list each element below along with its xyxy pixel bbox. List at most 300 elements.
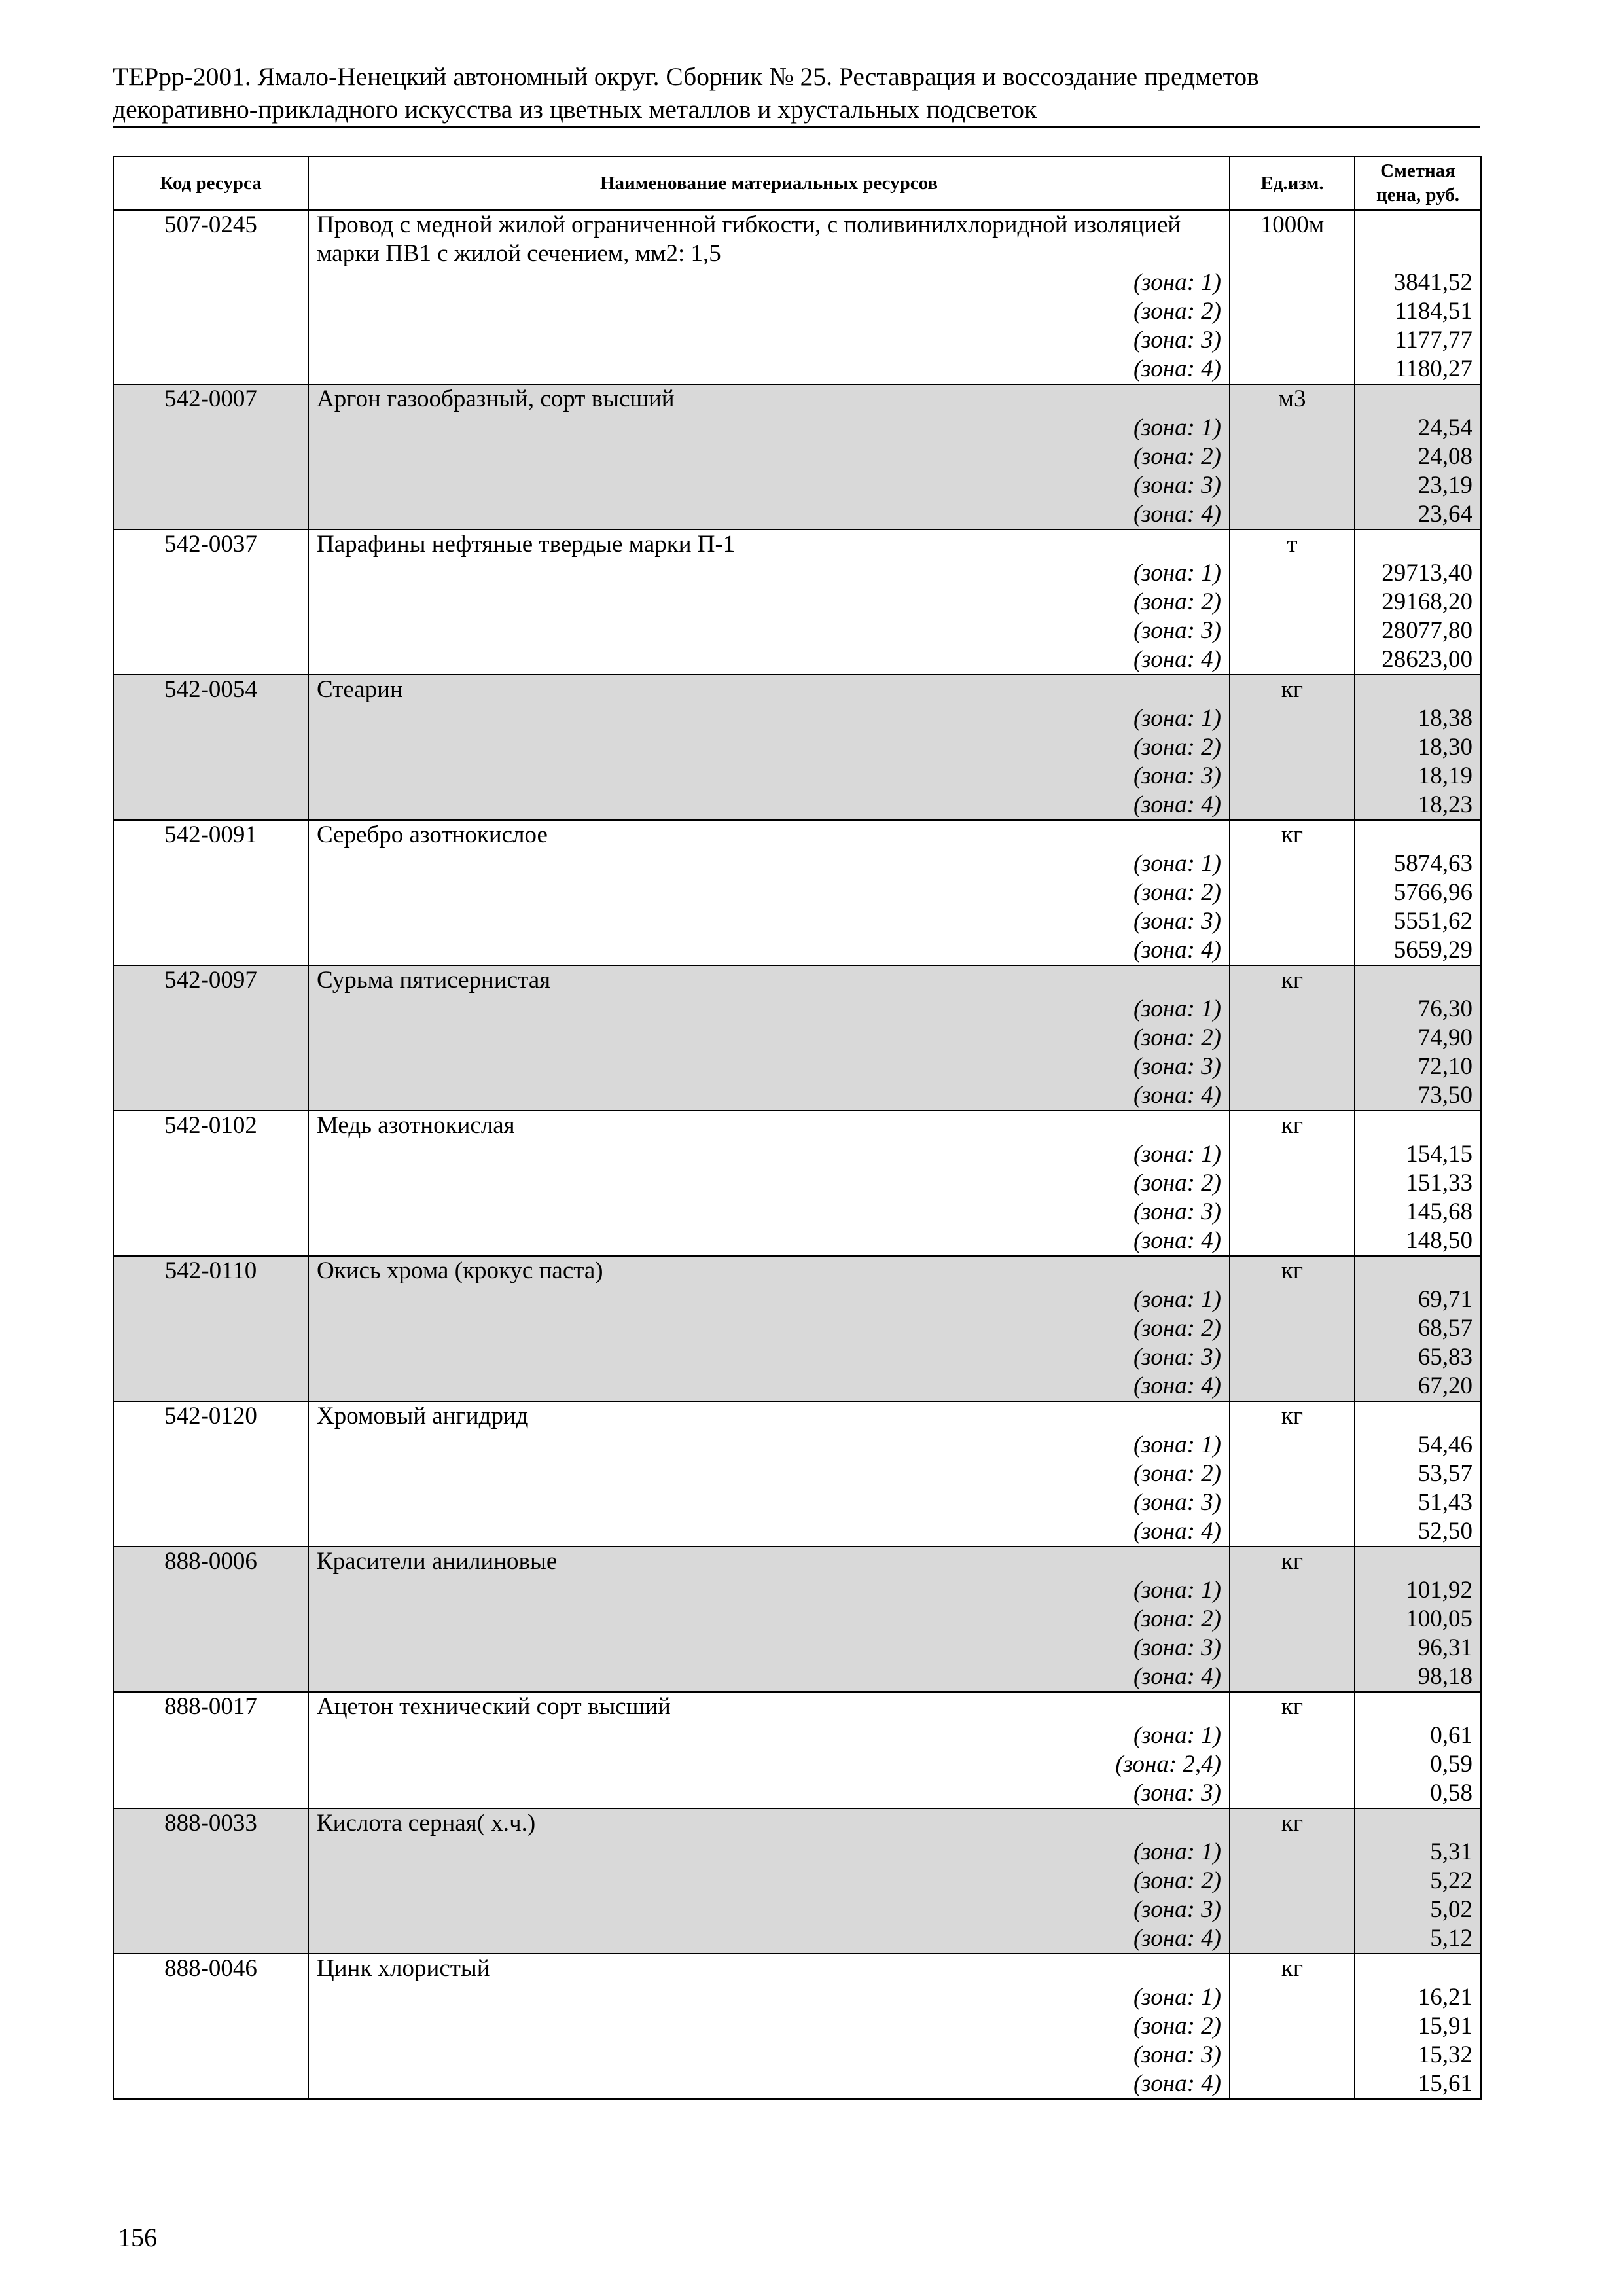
empty-cell	[113, 1634, 308, 1662]
resource-code: 542-0097	[113, 965, 308, 995]
empty-cell	[113, 1198, 308, 1227]
zone-row	[113, 471, 1481, 500]
zone-price: 67,20	[1355, 1372, 1481, 1401]
zone-price: 96,31	[1355, 1634, 1481, 1662]
resource-code: 542-0110	[113, 1256, 308, 1285]
empty-cell	[1230, 471, 1355, 500]
zone-label: (зона: 1)	[308, 1285, 1230, 1314]
zone-price: 0,61	[1355, 1721, 1481, 1750]
resource-name: Парафины нефтяные твердые марки П-1	[308, 529, 1230, 559]
empty-cell	[113, 268, 308, 297]
zone-label: (зона: 3)	[308, 326, 1230, 355]
table-row	[113, 1256, 1481, 1285]
empty-cell	[1230, 1198, 1355, 1227]
zone-price: 68,57	[1355, 1314, 1481, 1343]
zone-label: (зона: 3)	[308, 2041, 1230, 2070]
column-header-name: Наименование материальных ресурсов	[308, 156, 1230, 210]
empty-cell	[1230, 414, 1355, 442]
zone-price: 154,15	[1355, 1140, 1481, 1169]
empty-cell	[113, 1024, 308, 1052]
table-row	[113, 675, 1481, 704]
resource-unit: кг	[1230, 1111, 1355, 1140]
zone-row	[113, 617, 1481, 645]
zone-row	[113, 995, 1481, 1024]
zone-row	[113, 1431, 1481, 1460]
zone-row	[113, 1983, 1481, 2012]
zone-label: (зона: 3)	[308, 1634, 1230, 1662]
empty-cell	[113, 878, 308, 907]
zone-row	[113, 850, 1481, 878]
resource-price-empty	[1355, 1256, 1481, 1285]
zone-label: (зона: 4)	[308, 1662, 1230, 1692]
resource-name: Окись хрома (крокус паста)	[308, 1256, 1230, 1285]
resource-price-empty	[1355, 965, 1481, 995]
resource-unit: кг	[1230, 1808, 1355, 1838]
zone-label: (зона: 2)	[308, 733, 1230, 762]
zone-price: 24,08	[1355, 442, 1481, 471]
zone-price: 1177,77	[1355, 326, 1481, 355]
empty-cell	[113, 1779, 308, 1808]
empty-cell	[113, 1140, 308, 1169]
resource-code: 888-0006	[113, 1547, 308, 1576]
empty-cell	[113, 240, 308, 268]
empty-cell	[113, 1605, 308, 1634]
zone-row	[113, 1372, 1481, 1401]
empty-cell	[113, 2012, 308, 2041]
header-line-2: декоративно-прикладного искусства из цветных металлов и хрустальных подсветок	[113, 95, 1037, 124]
empty-cell	[113, 1343, 308, 1372]
empty-cell	[113, 1285, 308, 1314]
empty-cell	[1230, 1140, 1355, 1169]
empty-cell	[1230, 645, 1355, 675]
empty-cell	[1230, 1343, 1355, 1372]
zone-price: 3841,52	[1355, 268, 1481, 297]
zone-price: 5,31	[1355, 1838, 1481, 1867]
empty-cell	[113, 1517, 308, 1547]
zone-label: (зона: 3)	[308, 1895, 1230, 1924]
empty-cell	[113, 850, 308, 878]
zone-row	[113, 878, 1481, 907]
empty-cell	[113, 297, 308, 326]
zone-price: 72,10	[1355, 1052, 1481, 1081]
resource-price-empty	[1355, 1692, 1481, 1721]
zone-label: (зона: 1)	[308, 559, 1230, 588]
zone-row	[113, 1662, 1481, 1692]
resource-unit: кг	[1230, 675, 1355, 704]
zone-price: 1184,51	[1355, 297, 1481, 326]
zone-price: 65,83	[1355, 1343, 1481, 1372]
zone-row	[113, 559, 1481, 588]
zone-label: (зона: 4)	[308, 1517, 1230, 1547]
empty-cell	[113, 704, 308, 733]
table-body	[113, 210, 1481, 2099]
zone-label: (зона: 3)	[308, 762, 1230, 791]
zone-price: 0,59	[1355, 1750, 1481, 1779]
empty-cell	[1230, 1024, 1355, 1052]
empty-cell	[1230, 850, 1355, 878]
empty-cell	[1230, 2041, 1355, 2070]
resource-name: Медь азотнокислая	[308, 1111, 1230, 1140]
zone-label: (зона: 4)	[308, 1081, 1230, 1111]
table-row	[113, 384, 1481, 414]
empty-cell	[113, 1314, 308, 1343]
empty-cell	[113, 907, 308, 936]
empty-cell	[1230, 297, 1355, 326]
empty-cell	[1230, 1779, 1355, 1808]
resource-unit: кг	[1230, 1401, 1355, 1431]
empty-cell	[1230, 240, 1355, 268]
zone-row	[113, 1169, 1481, 1198]
resource-code: 542-0091	[113, 820, 308, 850]
empty-cell	[113, 1052, 308, 1081]
resource-name: Аргон газообразный, сорт высший	[308, 384, 1230, 414]
zone-price: 100,05	[1355, 1605, 1481, 1634]
zone-label: (зона: 1)	[308, 1983, 1230, 2012]
empty-cell	[1230, 1721, 1355, 1750]
empty-cell	[1230, 442, 1355, 471]
table-row	[113, 1692, 1481, 1721]
page-number: 156	[118, 2223, 157, 2252]
empty-cell	[113, 1576, 308, 1605]
empty-cell	[113, 1227, 308, 1256]
resource-code: 542-0120	[113, 1401, 308, 1431]
resource-price-empty	[1355, 1401, 1481, 1431]
zone-label: (зона: 3)	[308, 1343, 1230, 1372]
zone-row	[113, 936, 1481, 965]
empty-cell	[113, 1924, 308, 1954]
zone-label: (зона: 4)	[308, 355, 1230, 384]
empty-cell	[113, 1431, 308, 1460]
zone-price: 98,18	[1355, 1662, 1481, 1692]
header-line-1: ТЕРрр-2001. Ямало-Ненецкий автономный округ. Сборник № 25. Реставрация и воссоздание предметов	[113, 62, 1259, 91]
zone-price: 101,92	[1355, 1576, 1481, 1605]
zone-price: 5659,29	[1355, 936, 1481, 965]
resource-name: Сурьма пятисернистая	[308, 965, 1230, 995]
zone-label: (зона: 2)	[308, 1460, 1230, 1488]
zone-row	[113, 907, 1481, 936]
zone-row	[113, 704, 1481, 733]
zone-row	[113, 733, 1481, 762]
zone-label: (зона: 2)	[308, 588, 1230, 617]
table-row	[113, 965, 1481, 995]
resource-price-empty	[1355, 1547, 1481, 1576]
table-row	[113, 210, 1481, 240]
empty-cell	[1230, 500, 1355, 529]
zone-row	[113, 762, 1481, 791]
empty-cell	[1230, 1517, 1355, 1547]
zone-label: (зона: 2)	[308, 2012, 1230, 2041]
empty-cell	[1230, 1750, 1355, 1779]
zone-price: 5,12	[1355, 1924, 1481, 1954]
table-row	[113, 1401, 1481, 1431]
resource-price-empty	[1355, 1111, 1481, 1140]
empty-cell	[1230, 268, 1355, 297]
zone-row	[113, 645, 1481, 675]
zone-label: (зона: 2)	[308, 442, 1230, 471]
zone-price: 23,19	[1355, 471, 1481, 500]
resource-code: 507-0245	[113, 210, 308, 240]
empty-cell	[1230, 762, 1355, 791]
zone-label: (зона: 1)	[308, 1721, 1230, 1750]
resource-code: 542-0007	[113, 384, 308, 414]
zone-row	[113, 1081, 1481, 1111]
zone-price: 52,50	[1355, 1517, 1481, 1547]
resource-price-empty	[1355, 529, 1481, 559]
empty-cell	[113, 1895, 308, 1924]
zone-row	[113, 1460, 1481, 1488]
zone-row	[113, 2041, 1481, 2070]
zone-label: (зона: 2)	[308, 1169, 1230, 1198]
empty-cell	[1230, 588, 1355, 617]
resource-price-empty	[1355, 820, 1481, 850]
resource-code: 542-0054	[113, 675, 308, 704]
zone-row	[113, 2012, 1481, 2041]
zone-price: 5,02	[1355, 1895, 1481, 1924]
zone-label: (зона: 4)	[308, 791, 1230, 820]
zone-row	[113, 1314, 1481, 1343]
resource-price-empty	[1355, 675, 1481, 704]
resource-code: 542-0102	[113, 1111, 308, 1140]
empty-cell	[113, 1460, 308, 1488]
zone-row	[113, 1838, 1481, 1867]
empty-cell	[1230, 1081, 1355, 1111]
table-row	[113, 1954, 1481, 1983]
empty-cell	[1230, 936, 1355, 965]
page-header	[113, 60, 1480, 126]
zone-row	[113, 1488, 1481, 1517]
empty-cell	[1230, 1605, 1355, 1634]
empty-cell	[113, 355, 308, 384]
empty-cell	[1230, 1285, 1355, 1314]
empty-cell	[1230, 704, 1355, 733]
resource-price-empty	[1355, 210, 1481, 240]
header-divider	[113, 126, 1480, 128]
zone-row	[113, 355, 1481, 384]
zone-price: 18,23	[1355, 791, 1481, 820]
empty-cell	[113, 414, 308, 442]
zone-label: (зона: 1)	[308, 1838, 1230, 1867]
zone-label: (зона: 4)	[308, 500, 1230, 529]
empty-cell	[113, 995, 308, 1024]
zone-price: 1180,27	[1355, 355, 1481, 384]
resource-unit: кг	[1230, 1547, 1355, 1576]
empty-cell	[113, 1372, 308, 1401]
empty-cell	[1230, 1488, 1355, 1517]
zone-label: (зона: 3)	[308, 1488, 1230, 1517]
resource-price-empty	[1355, 1954, 1481, 1983]
zone-row	[113, 1227, 1481, 1256]
zone-label: (зона: 3)	[308, 1198, 1230, 1227]
zone-price: 15,32	[1355, 2041, 1481, 2070]
resource-name: Провод с медной жилой ограниченной гибкости, с поливинилхлоридной изоляцией	[308, 210, 1230, 240]
empty-cell	[1230, 1052, 1355, 1081]
zone-label: (зона: 2)	[308, 1314, 1230, 1343]
column-header-price-line-2: цена, руб.	[1376, 185, 1459, 206]
empty-cell	[1230, 1460, 1355, 1488]
resources-table	[113, 156, 1482, 2100]
zone-row	[113, 297, 1481, 326]
empty-cell	[1230, 1227, 1355, 1256]
zone-price: 73,50	[1355, 1081, 1481, 1111]
table-row	[113, 1547, 1481, 1576]
zone-price: 29168,20	[1355, 588, 1481, 617]
empty-cell	[113, 1169, 308, 1198]
empty-cell	[113, 471, 308, 500]
zone-price: 76,30	[1355, 995, 1481, 1024]
resource-unit: 1000м	[1230, 210, 1355, 240]
empty-cell	[1230, 995, 1355, 1024]
empty-cell	[113, 791, 308, 820]
zone-row	[113, 1576, 1481, 1605]
empty-cell	[113, 2041, 308, 2070]
empty-cell	[113, 2070, 308, 2099]
resource-unit: кг	[1230, 965, 1355, 995]
zone-row	[113, 414, 1481, 442]
empty-cell	[1230, 1634, 1355, 1662]
resource-unit: т	[1230, 529, 1355, 559]
zone-price: 29713,40	[1355, 559, 1481, 588]
resource-name: Красители анилиновые	[308, 1547, 1230, 1576]
zone-price: 18,19	[1355, 762, 1481, 791]
zone-price: 16,21	[1355, 1983, 1481, 2012]
zone-row	[113, 791, 1481, 820]
zone-label: (зона: 1)	[308, 1140, 1230, 1169]
zone-price: 51,43	[1355, 1488, 1481, 1517]
empty-cell	[1230, 326, 1355, 355]
zone-label: (зона: 1)	[308, 850, 1230, 878]
zone-price: 18,38	[1355, 704, 1481, 733]
empty-cell	[113, 1750, 308, 1779]
empty-cell	[1230, 733, 1355, 762]
resource-name-continuation: марки ПВ1 с жилой сечением, мм2: 1,5	[308, 240, 1230, 268]
zone-row	[113, 1024, 1481, 1052]
empty-cell	[1230, 1838, 1355, 1867]
empty-cell	[113, 559, 308, 588]
table-row	[113, 1808, 1481, 1838]
zone-label: (зона: 2)	[308, 297, 1230, 326]
zone-label: (зона: 2)	[308, 1024, 1230, 1052]
empty-cell	[1230, 1431, 1355, 1460]
column-header-price	[1355, 156, 1481, 210]
zone-label: (зона: 3)	[308, 617, 1230, 645]
resource-name: Цинк хлористый	[308, 1954, 1230, 1983]
empty-cell	[1230, 1895, 1355, 1924]
empty-cell	[113, 1867, 308, 1895]
empty-cell	[113, 1081, 308, 1111]
empty-cell	[1230, 1576, 1355, 1605]
resource-unit: кг	[1230, 1256, 1355, 1285]
zone-label: (зона: 2)	[308, 1867, 1230, 1895]
zone-label: (зона: 3)	[308, 1052, 1230, 1081]
zone-row	[113, 1779, 1481, 1808]
zone-price: 5,22	[1355, 1867, 1481, 1895]
empty-cell	[113, 500, 308, 529]
zone-row	[113, 1750, 1481, 1779]
empty-cell	[113, 617, 308, 645]
zone-row	[113, 1343, 1481, 1372]
zone-price: 145,68	[1355, 1198, 1481, 1227]
zone-label: (зона: 1)	[308, 704, 1230, 733]
zone-row	[113, 1285, 1481, 1314]
column-header-code: Код ресурса	[113, 156, 308, 210]
zone-row	[113, 442, 1481, 471]
zone-row	[113, 1634, 1481, 1662]
empty-cell	[1230, 617, 1355, 645]
empty-cell	[113, 762, 308, 791]
table-header-row	[113, 156, 1481, 210]
zone-price: 24,54	[1355, 414, 1481, 442]
zone-price: 23,64	[1355, 500, 1481, 529]
zone-price: 53,57	[1355, 1460, 1481, 1488]
zone-price: 5874,63	[1355, 850, 1481, 878]
zone-price: 28623,00	[1355, 645, 1481, 675]
resource-unit: кг	[1230, 1692, 1355, 1721]
resource-code: 542-0037	[113, 529, 308, 559]
zone-row	[113, 1867, 1481, 1895]
resource-price-empty	[1355, 1808, 1481, 1838]
empty-cell	[1230, 907, 1355, 936]
resource-unit: м3	[1230, 384, 1355, 414]
zone-price: 54,46	[1355, 1431, 1481, 1460]
empty-cell	[113, 442, 308, 471]
empty-cell	[1355, 240, 1481, 268]
empty-cell	[1230, 2070, 1355, 2099]
zone-label: (зона: 4)	[308, 645, 1230, 675]
empty-cell	[113, 936, 308, 965]
zone-row	[113, 1198, 1481, 1227]
zone-label: (зона: 1)	[308, 268, 1230, 297]
zone-label: (зона: 3)	[308, 1779, 1230, 1808]
table-row	[113, 1111, 1481, 1140]
zone-row	[113, 2070, 1481, 2099]
empty-cell	[113, 1983, 308, 2012]
zone-price: 15,61	[1355, 2070, 1481, 2099]
zone-label: (зона: 2,4)	[308, 1750, 1230, 1779]
empty-cell	[1230, 878, 1355, 907]
zone-row	[113, 1721, 1481, 1750]
zone-label: (зона: 4)	[308, 1227, 1230, 1256]
empty-cell	[113, 588, 308, 617]
zone-label: (зона: 4)	[308, 936, 1230, 965]
resource-code: 888-0046	[113, 1954, 308, 1983]
empty-cell	[1230, 2012, 1355, 2041]
resource-code: 888-0033	[113, 1808, 308, 1838]
empty-cell	[113, 1662, 308, 1692]
zone-row	[113, 1140, 1481, 1169]
zone-label: (зона: 3)	[308, 907, 1230, 936]
empty-cell	[1230, 791, 1355, 820]
empty-cell	[1230, 1314, 1355, 1343]
zone-price: 0,58	[1355, 1779, 1481, 1808]
zone-price: 5766,96	[1355, 878, 1481, 907]
resource-price-empty	[1355, 384, 1481, 414]
zone-price: 74,90	[1355, 1024, 1481, 1052]
empty-cell	[1230, 1372, 1355, 1401]
resource-name: Серебро азотнокислое	[308, 820, 1230, 850]
zone-label: (зона: 1)	[308, 414, 1230, 442]
empty-cell	[1230, 355, 1355, 384]
empty-cell	[113, 326, 308, 355]
column-header-price-line-1: Сметная	[1380, 160, 1455, 181]
zone-row	[113, 268, 1481, 297]
zone-price: 151,33	[1355, 1169, 1481, 1198]
zone-price: 148,50	[1355, 1227, 1481, 1256]
empty-cell	[1230, 1169, 1355, 1198]
empty-cell	[1230, 1924, 1355, 1954]
empty-cell	[113, 1838, 308, 1867]
zone-row	[113, 1895, 1481, 1924]
zone-label: (зона: 4)	[308, 2070, 1230, 2099]
